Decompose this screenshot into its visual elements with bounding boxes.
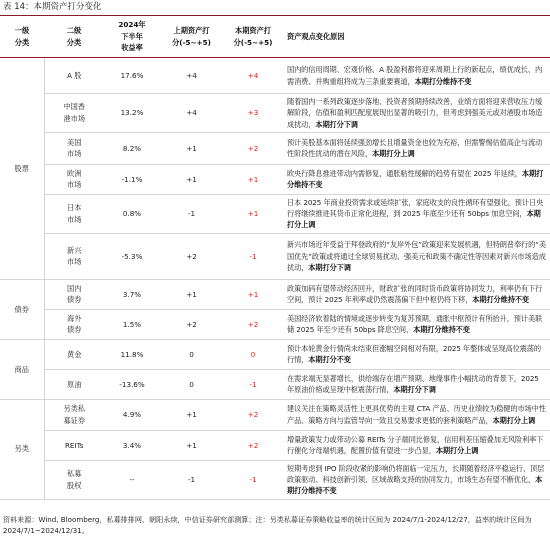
reason-text: 日本 2025 年商业投资需求或延续扩张，家庭收支的良性循环有望强化，预计日央行将继续推进其货币正常化进程，到 2025 年底至少还有 50bps 加息空间， <box>287 197 544 219</box>
return-cell: 0.8% <box>104 194 160 233</box>
reason-cell <box>283 369 550 399</box>
reason-cell <box>283 164 550 194</box>
prev-score-cell: +1 <box>160 430 223 460</box>
category-cell: 商品 <box>0 339 44 399</box>
subcategory-cell: A 股 <box>44 58 104 94</box>
subcategory-cell: 日本 市场 <box>44 194 104 233</box>
reason-conclusion: 本期打分维持不变 <box>287 475 543 496</box>
reason-cell <box>283 94 550 133</box>
return-cell: 17.6% <box>104 58 160 94</box>
header-prev-score: 上期资产打 分(-5~+5) <box>160 16 223 58</box>
prev-score-cell: +1 <box>160 279 223 309</box>
reason-conclusion: 本期打分上调 <box>435 446 479 456</box>
footnote: 资料来源：Wind, Bloomberg，私募排排网，朝阳永续，中信证券研究部测算；注：另类私募证券策略收益率的统计区间为 2024/7/1-2024/12/27，益率的统计区间为 2024/7/1~2024/12/31。 <box>3 515 532 535</box>
subcategory-cell: 海外 债券 <box>44 309 104 339</box>
reason-conclusion: 本期打分维持不变 <box>472 295 529 305</box>
table-row <box>0 279 550 309</box>
category-cell: 债券 <box>0 279 44 339</box>
curr-score-cell: +4 <box>223 58 283 94</box>
subcategory-cell: 另类私 募证券 <box>44 399 104 430</box>
header-row <box>0 16 550 58</box>
reason-conclusion: 本期打分上调 <box>492 415 536 425</box>
curr-score-cell: +2 <box>223 309 283 339</box>
return-cell: 8.2% <box>104 132 160 164</box>
curr-score-cell: 0 <box>223 339 283 369</box>
reason-text: 随着国内一系列政策逐步落地、投资者预期持续改善，业绩方面将迎来营收压力缓解阶段，估值和盈利匹配度展现出显著的吸引力，但考虑到强美元或对港股市场造成扰动， <box>287 97 543 129</box>
header-sub: 二级 分类 <box>44 16 104 58</box>
header-reason: 资产观点变化原因 <box>283 16 550 58</box>
reason-text: 预计本轮黄金行情尚未结束但涨幅空间相对有限，2025 年整体或呈现高位震荡的行情， <box>287 343 541 365</box>
reason-conclusion: 本期打分下调 <box>308 262 351 272</box>
reason-text: 建议关注在策略灵活性上更具优势的主观 CTA 产品、历史业绩较为稳健的市场中性产品、策略方向与监管导向一致且交易要求更低的套利策略产品， <box>287 404 546 425</box>
subcategory-cell: 新兴 市场 <box>44 233 104 279</box>
table-title: 表 14：本期资产打分变化 <box>3 2 102 12</box>
prev-score-cell: +1 <box>160 399 223 430</box>
reason-cell <box>283 460 550 499</box>
table-row <box>0 369 550 399</box>
curr-score-cell: +1 <box>223 279 283 309</box>
subcategory-cell: 私募 股权 <box>44 460 104 499</box>
return-cell: 11.8% <box>104 339 160 369</box>
table-row <box>0 164 550 194</box>
reason-cell <box>283 233 550 279</box>
subcategory-cell: 国内 债券 <box>44 279 104 309</box>
prev-score-cell: 0 <box>160 339 223 369</box>
reason-conclusion: 本期打分不变 <box>308 355 351 365</box>
table-row <box>0 233 550 279</box>
curr-score-cell: -1 <box>223 460 283 499</box>
header-category: 一级 分类 <box>0 16 44 58</box>
subcategory-cell: 中国香 港市场 <box>44 94 104 133</box>
reason-conclusion: 本期打分维持不变 <box>287 169 544 190</box>
curr-score-cell: -1 <box>223 369 283 399</box>
reason-conclusion: 本期打分上调 <box>287 209 541 230</box>
reason-conclusion: 本期打分维持不变 <box>413 325 470 335</box>
reason-cell <box>283 132 550 164</box>
curr-score-cell: +2 <box>223 132 283 164</box>
curr-score-cell: +2 <box>223 399 283 430</box>
subcategory-cell: 美国 市场 <box>44 132 104 164</box>
return-cell: 4.9% <box>104 399 160 430</box>
reason-cell <box>283 430 550 460</box>
prev-score-cell: +4 <box>160 58 223 94</box>
table-row <box>0 132 550 164</box>
reason-cell <box>283 279 550 309</box>
prev-score-cell: 0 <box>160 369 223 399</box>
header-return: 2024年 下半年 收益率 <box>104 16 160 58</box>
reason-cell <box>283 309 550 339</box>
return-cell: 1.5% <box>104 309 160 339</box>
curr-score-cell: -1 <box>223 233 283 279</box>
return-cell: 13.2% <box>104 94 160 133</box>
reason-cell <box>283 194 550 233</box>
reason-text: 增量政策发力或带动公募 REITs 分子端同比修复，信用利差压缩叠加无风险利率下行催化分母端机遇，配置价值有望进一步凸显， <box>287 434 544 456</box>
reason-text: 欧央行降息推进带动内需修复，通胀粘性缓解的趋势有望在 2025 年延续， <box>287 169 522 179</box>
reason-cell <box>283 58 550 94</box>
reason-text: 国内的信用周期、宏观价格、A 股盈利都将迎来周期上行的新起点，绩优成长、内需消费、并购重组将成为三条重要赛道， <box>287 65 543 86</box>
curr-score-cell: +1 <box>223 194 283 233</box>
table-row <box>0 399 550 430</box>
category-cell: 股票 <box>0 58 44 280</box>
reason-text: 政策加码有望带动经济回升，财政扩张的同时货币政策将协同发力，利率仍有下行空间，预计 2025 年利率或仍然震荡偏下但中枢仍将下移， <box>287 283 543 305</box>
reason-conclusion: 本期打分上调 <box>372 149 415 159</box>
prev-score-cell: +2 <box>160 233 223 279</box>
table-row <box>0 309 550 339</box>
subcategory-cell: 黄金 <box>44 339 104 369</box>
category-cell: 另类 <box>0 399 44 499</box>
return-cell: -13.6% <box>104 369 160 399</box>
prev-score-cell: -1 <box>160 460 223 499</box>
prev-score-cell: +1 <box>160 164 223 194</box>
prev-score-cell: -1 <box>160 194 223 233</box>
return-cell: -- <box>104 460 160 499</box>
return-cell: -5.3% <box>104 233 160 279</box>
reason-conclusion: 本期打分维持不变 <box>414 76 472 86</box>
table-body <box>0 58 550 500</box>
return-cell: -1.1% <box>104 164 160 194</box>
asset-score-table <box>0 15 550 500</box>
reason-text: 短期考虑到 IPO 阶段收紧的影响仍将面临一定压力，长期随着经济平稳运行、顶层政策驱动、科技创新引领、区域战略支持的协同发力，市场生态有望不断优化， <box>287 463 545 485</box>
subcategory-cell: 欧洲 市场 <box>44 164 104 194</box>
reason-cell <box>283 339 550 369</box>
curr-score-cell: +3 <box>223 94 283 133</box>
table-row <box>0 430 550 460</box>
prev-score-cell: +4 <box>160 94 223 133</box>
header-curr-score: 本期资产打 分(-5~+5) <box>223 16 283 58</box>
table-row <box>0 460 550 499</box>
subcategory-cell: REITs <box>44 430 104 460</box>
reason-conclusion: 本期打分下调 <box>393 385 436 395</box>
prev-score-cell: +1 <box>160 132 223 164</box>
subcategory-cell: 原油 <box>44 369 104 399</box>
curr-score-cell: +2 <box>223 430 283 460</box>
reason-text: 美国经济软着陆的情境或逐步转变为复苏预期，通胀中枢预计有所抬升，预计美联储 2025 年至少还有 50bps 降息空间， <box>287 313 543 335</box>
prev-score-cell: +2 <box>160 309 223 339</box>
table-row <box>0 194 550 233</box>
reason-text: 新兴市场近年受益于拜登政府的“友岸外包”政策迎来发展机遇，但特朗普奉行的“美国优先”政策或将通过全球贸易扰动、强美元和政策不确定性等因素对新兴市场造成扰动， <box>287 240 546 272</box>
reason-cell <box>283 399 550 430</box>
table-row <box>0 339 550 369</box>
table-row <box>0 58 550 94</box>
reason-conclusion: 本期打分下调 <box>315 119 358 129</box>
return-cell: 3.4% <box>104 430 160 460</box>
return-cell: 3.7% <box>104 279 160 309</box>
reason-text: 在需求端无显著增长、供给端存在增产预期、地缘事件小幅扰动的背景下，2025 年原油价格或呈现中枢震荡行情， <box>287 373 539 395</box>
table-row <box>0 94 550 133</box>
curr-score-cell: +1 <box>223 164 283 194</box>
reason-text: 预计美股基本面将延续强劲增长且增量资金也较为充裕，但需警惕估值高企与流动性阶段性扰动的潜在风险， <box>287 138 543 159</box>
